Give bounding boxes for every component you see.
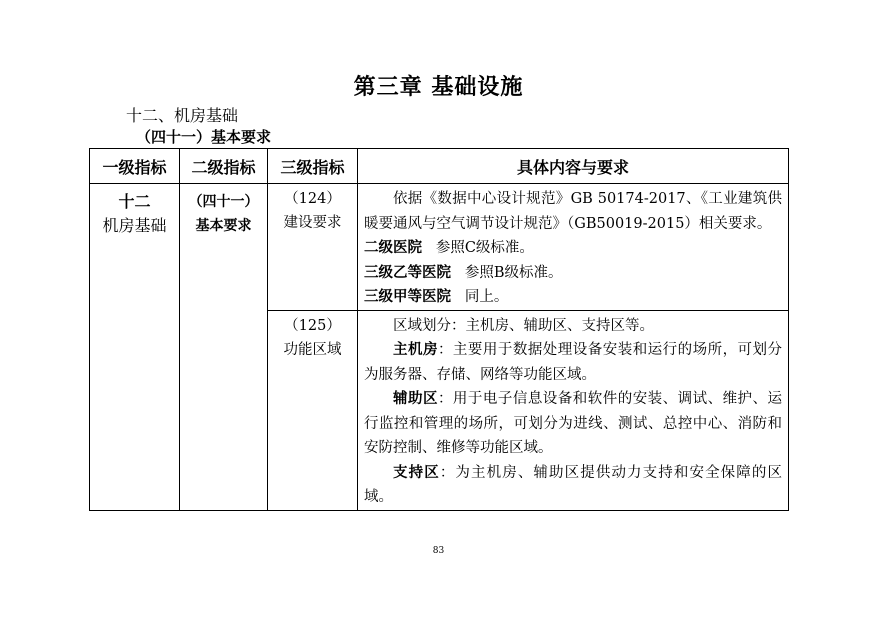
content-intro: 区域划分：主机房、辅助区、支持区等。 <box>393 317 654 334</box>
area-item <box>364 461 782 510</box>
requirements-table <box>89 148 789 511</box>
level3-cell <box>268 184 358 311</box>
content-cell <box>358 184 789 311</box>
area-label: 支持区 <box>393 464 440 481</box>
area-item <box>364 387 782 461</box>
content-intro: 依据《数据中心设计规范》GB 50174-2017、《工业建筑供暖要通风与空气调节设计规范》（GB50019-2015）相关要求。 <box>364 191 782 232</box>
level3-cell <box>268 310 358 510</box>
area-item <box>364 338 782 387</box>
area-text: ：用于电子信息设备和软件的安装、调试、维护、运行监控和管理的场所，可划分为进线、测试、总控中心、消防和安防控制、维修等功能区域。 <box>364 391 783 456</box>
hospital-level-text: 同上。 <box>464 289 509 305</box>
hospital-level-line <box>364 261 782 286</box>
hospital-level-label: 三级甲等医院 <box>364 289 451 305</box>
hospital-level-line <box>364 285 782 310</box>
chapter-title: 第三章 基础设施 <box>353 75 524 100</box>
level1-name: 机房基础 <box>102 216 167 235</box>
hospital-level-label: 二级医院 <box>364 240 422 256</box>
area-text: ：为主机房、辅助区提供动力支持和安全保障的区域。 <box>364 464 782 505</box>
level1-cell <box>90 184 180 511</box>
level3-number: （125） <box>284 317 341 334</box>
level3-number: （124） <box>284 191 341 207</box>
table-header-row <box>90 149 789 184</box>
level3-name: 建设要求 <box>283 215 342 231</box>
header-level1: 一级指标 <box>90 149 180 184</box>
header-level2: 二级指标 <box>180 149 268 184</box>
level3-name: 功能区域 <box>283 341 342 358</box>
level2-name: 基本要求 <box>195 218 252 234</box>
hospital-level-label: 三级乙等医院 <box>364 264 451 281</box>
table-row <box>90 184 789 311</box>
hospital-level-text: 参照C级标准。 <box>435 240 534 256</box>
hospital-level-text: 参照B级标准。 <box>464 264 563 281</box>
header-level3: 三级指标 <box>268 149 358 184</box>
area-label: 辅助区 <box>393 391 438 407</box>
subsection-title: （四十一）基本要求 <box>136 128 272 146</box>
level2-number: （四十一） <box>188 194 259 210</box>
level1-number: 十二 <box>118 192 151 211</box>
section-title: 十二、机房基础 <box>126 106 239 125</box>
page-number: 83 <box>432 546 445 556</box>
content-cell <box>358 310 789 510</box>
level2-cell <box>180 184 268 511</box>
header-content: 具体内容与要求 <box>358 149 789 184</box>
hospital-level-line <box>364 236 782 261</box>
area-label: 主机房 <box>393 342 438 358</box>
area-text: ：主要用于数据处理设备安装和运行的场所，可划分为服务器、存储、网络等功能区域。 <box>364 342 783 383</box>
